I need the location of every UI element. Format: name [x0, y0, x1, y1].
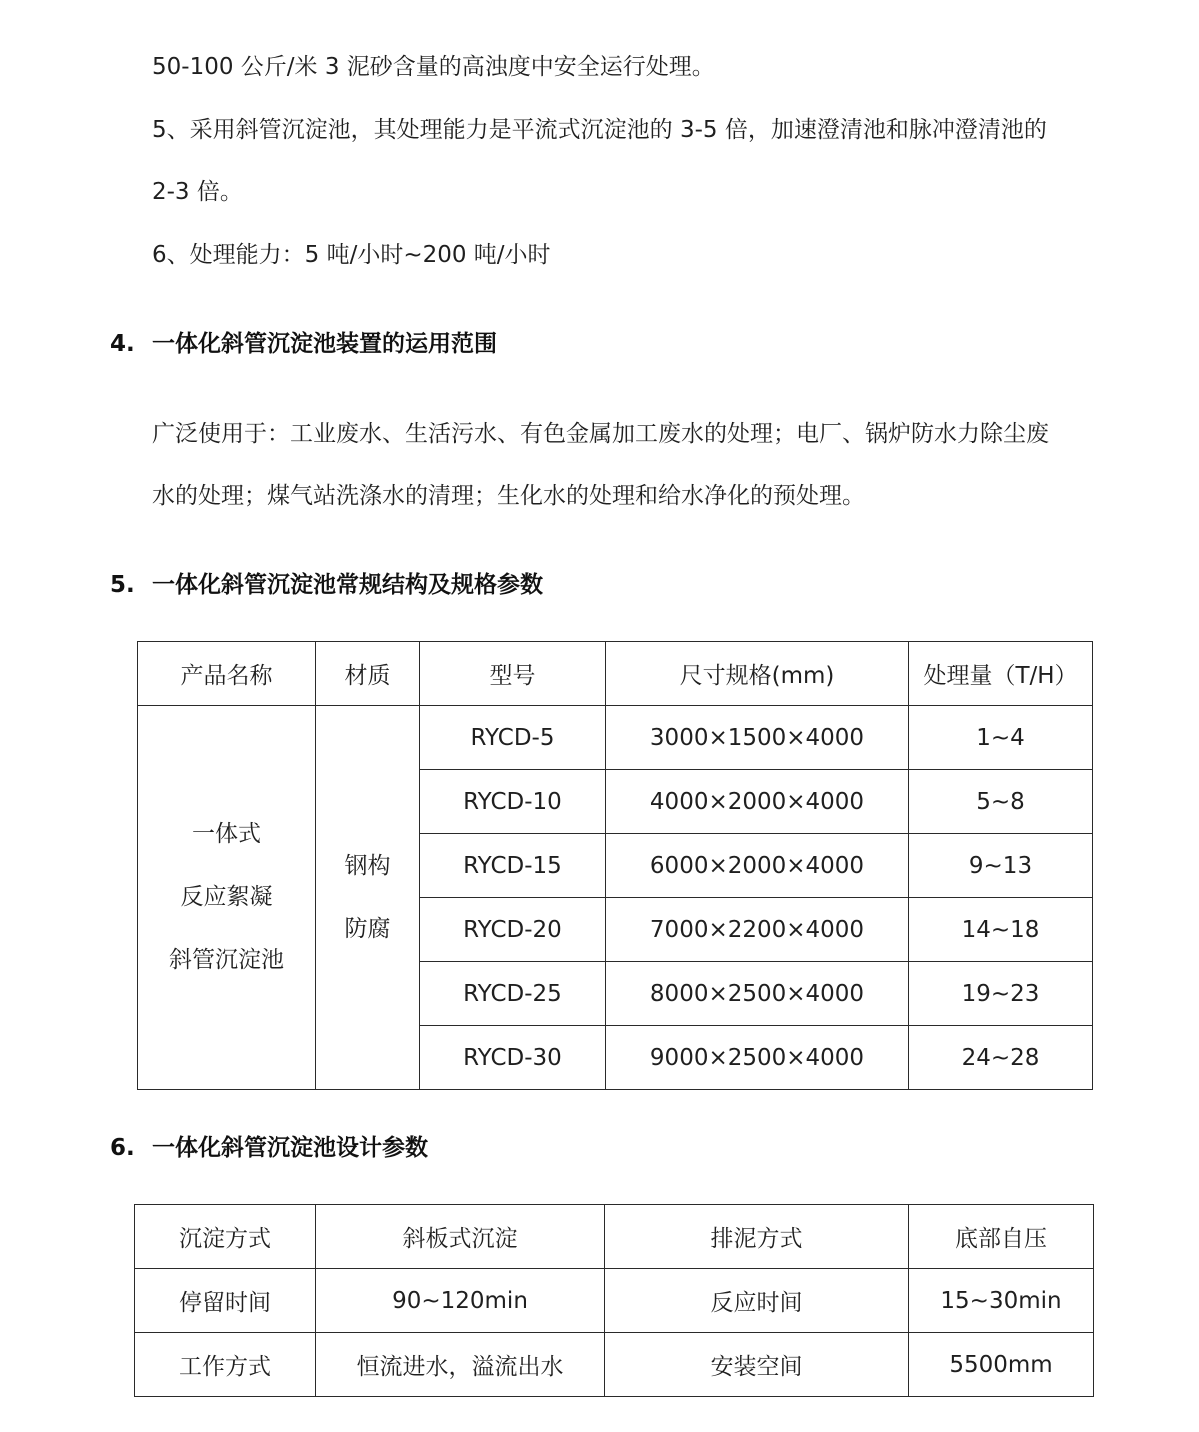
material-line: 防腐: [344, 915, 391, 942]
param-value-cell: 恒流进水，溢流出水: [316, 1333, 605, 1397]
model-cell: RYCD-30: [420, 1026, 606, 1090]
model-cell: RYCD-10: [420, 770, 606, 834]
intro-line-4: 6、处理能力：5 吨/小时~200 吨/小时: [152, 242, 551, 268]
capacity-cell: 9~13: [909, 834, 1093, 898]
section-4-heading: [110, 330, 497, 358]
capacity-cell: 19~23: [909, 962, 1093, 1026]
capacity-cell: 24~28: [909, 1026, 1093, 1090]
model-cell: RYCD-15: [420, 834, 606, 898]
spec-header-size: 尺寸规格(mm): [606, 642, 909, 706]
section-5-heading: [110, 571, 543, 599]
size-cell: 7000×2200×4000: [606, 898, 909, 962]
section-6-title: 一体化斜管沉淀池设计参数: [152, 1135, 428, 1161]
product-name-line: 一体式: [192, 821, 261, 847]
product-name-line: 反应絮凝: [180, 884, 273, 910]
table-row: [135, 1333, 1094, 1397]
param-label-cell: 排泥方式: [605, 1205, 909, 1269]
section-6-number: 6.: [110, 1135, 135, 1161]
intro-line-2: 5、采用斜管沉淀池，其处理能力是平流式沉淀池的 3-5 倍，加速澄清池和脉冲澄清池的: [152, 117, 1047, 143]
capacity-cell: 5~8: [909, 770, 1093, 834]
model-cell: RYCD-5: [420, 706, 606, 770]
intro-line-3: 2-3 倍。: [152, 179, 243, 205]
section-4-number: 4.: [110, 331, 135, 357]
param-value-cell: 斜板式沉淀: [316, 1205, 605, 1269]
size-cell: 8000×2500×4000: [606, 962, 909, 1026]
design-params-table: [134, 1204, 1094, 1397]
table-row: [138, 706, 1093, 770]
table-row: [135, 1205, 1094, 1269]
param-label-cell: 反应时间: [605, 1269, 909, 1333]
table-row: [135, 1269, 1094, 1333]
size-cell: 3000×1500×4000: [606, 706, 909, 770]
size-cell: 6000×2000×4000: [606, 834, 909, 898]
spec-table-header-row: [138, 642, 1093, 706]
section-5-number: 5.: [110, 572, 135, 598]
section-4-body-line-2: 水的处理；煤气站洗涤水的清理；生化水的处理和给水净化的预处理。: [152, 483, 865, 509]
spec-header-product-name: 产品名称: [138, 642, 316, 706]
section-4-body-line-1: 广泛使用于：工业废水、生活污水、有色金属加工废水的处理；电厂、锅炉防水力除尘废: [152, 421, 1049, 447]
spec-header-material: 材质: [316, 642, 420, 706]
product-name-line: 斜管沉淀池: [169, 947, 284, 973]
capacity-cell: 14~18: [909, 898, 1093, 962]
spec-table: [137, 641, 1093, 1090]
size-cell: 4000×2000×4000: [606, 770, 909, 834]
size-cell: 9000×2500×4000: [606, 1026, 909, 1090]
param-value-cell: 90~120min: [316, 1269, 605, 1333]
intro-line-1: 50-100 公斤/米 3 泥砂含量的高浊度中安全运行处理。: [152, 54, 715, 80]
material-line: 钢构: [344, 852, 391, 879]
param-label-cell: 安装空间: [605, 1333, 909, 1397]
param-value-cell: 底部自压: [909, 1205, 1094, 1269]
param-value-cell: 15~30min: [909, 1269, 1094, 1333]
spec-header-capacity: 处理量（T/H）: [909, 642, 1093, 706]
param-label-cell: 工作方式: [135, 1333, 316, 1397]
model-cell: RYCD-25: [420, 962, 606, 1026]
capacity-cell: 1~4: [909, 706, 1093, 770]
param-label-cell: 停留时间: [135, 1269, 316, 1333]
param-value-cell: 5500mm: [909, 1333, 1094, 1397]
section-5-title: 一体化斜管沉淀池常规结构及规格参数: [152, 572, 543, 598]
model-cell: RYCD-20: [420, 898, 606, 962]
param-label-cell: 沉淀方式: [135, 1205, 316, 1269]
spec-material-cell: [316, 706, 420, 1090]
spec-product-name-cell: [138, 706, 316, 1090]
spec-header-model: 型号: [420, 642, 606, 706]
section-6-heading: [110, 1134, 428, 1162]
section-4-title: 一体化斜管沉淀池装置的运用范围: [152, 331, 497, 357]
